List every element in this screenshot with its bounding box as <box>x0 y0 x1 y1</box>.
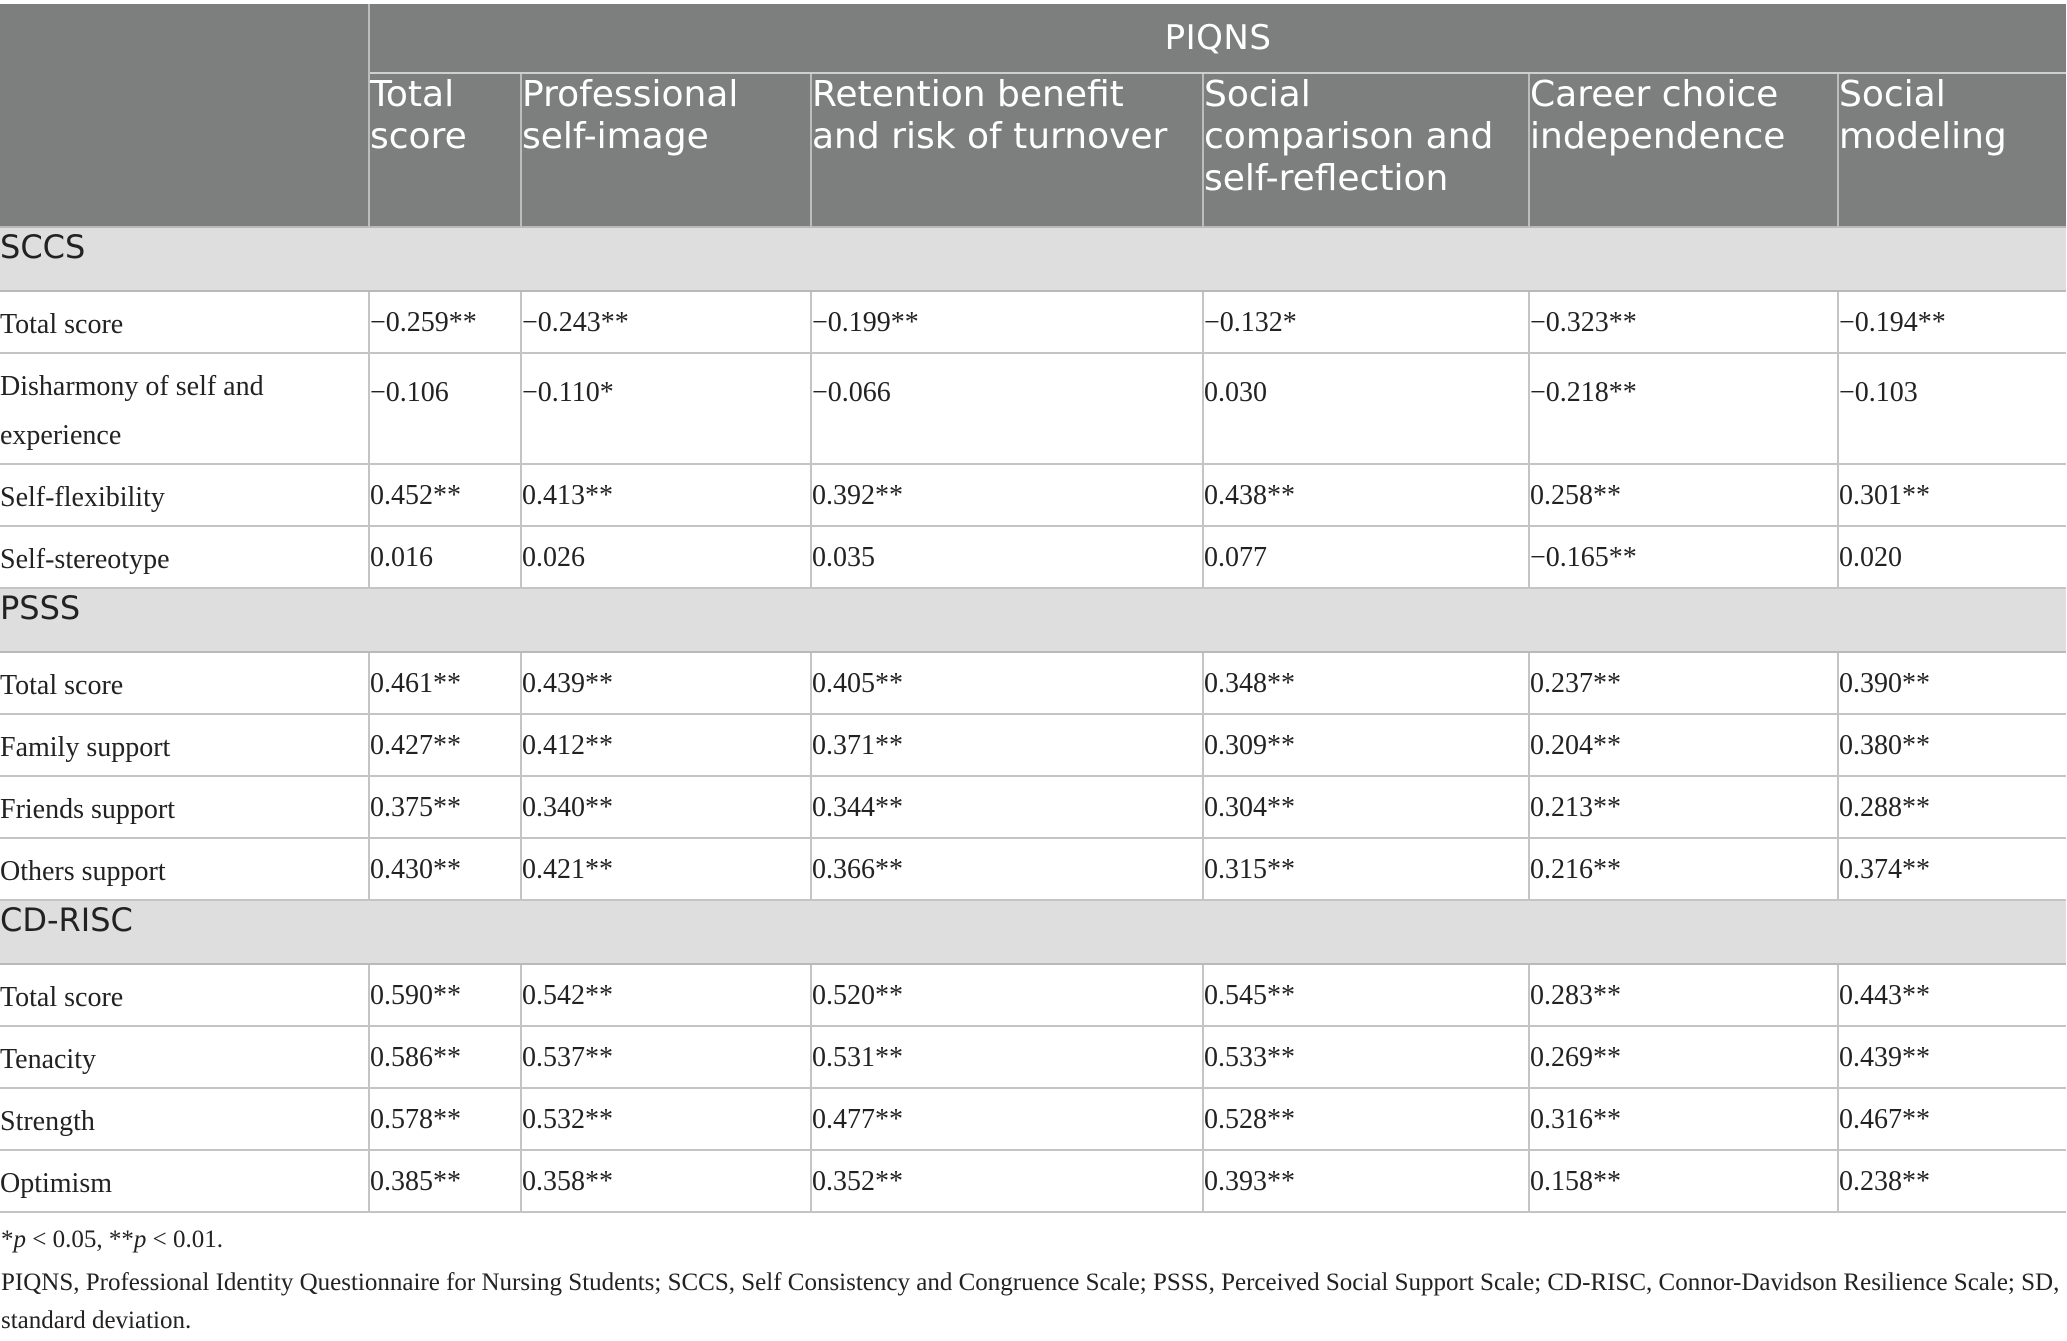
table-cell: 0.238** <box>1838 1150 2066 1212</box>
table-cell: 0.204** <box>1529 714 1838 776</box>
header-corner-cell <box>0 4 369 227</box>
table-cell: 0.016 <box>369 526 521 588</box>
table-cell: 0.020 <box>1838 526 2066 588</box>
table-row <box>0 526 2066 588</box>
header-row-top <box>0 4 2066 73</box>
correlation-table <box>0 4 2066 1213</box>
table-cell: 0.213** <box>1529 776 1838 838</box>
column-header: Career choice independence <box>1529 73 1838 227</box>
column-header: Total score <box>369 73 521 227</box>
table-cell: 0.375** <box>369 776 521 838</box>
section-label: SCCS <box>0 227 2066 291</box>
table-cell: 0.405** <box>811 652 1203 714</box>
table-cell: 0.467** <box>1838 1088 2066 1150</box>
note-text: < 0.01. <box>146 1226 223 1253</box>
row-label: Tenacity <box>0 1026 369 1088</box>
table-cell: 0.385** <box>369 1150 521 1212</box>
table-cell: −0.194** <box>1838 291 2066 353</box>
note-text: < 0.05, ** <box>26 1226 134 1253</box>
column-header: Retention benefit and risk of turnover <box>811 73 1203 227</box>
table-cell: −0.066 <box>811 353 1203 464</box>
abbreviations-note: PIQNS, Professional Identity Questionnaire for Nursing Students; SCCS, Self Consistency and Congruence Scale; PSSS, Perceived Social Support Scale; CD-RISC, Connor-Davidson Resilience Scale; SD, standard deviation. <box>1 1269 2060 1334</box>
table-row <box>0 464 2066 526</box>
table-row <box>0 776 2066 838</box>
note-text: p <box>133 1226 147 1253</box>
table-cell: 0.520** <box>811 964 1203 1026</box>
table-cell: 0.288** <box>1838 776 2066 838</box>
table-cell: −0.218** <box>1529 353 1838 464</box>
table-cell: 0.412** <box>521 714 811 776</box>
table-cell: 0.590** <box>369 964 521 1026</box>
table-cell: 0.427** <box>369 714 521 776</box>
table-cell: 0.477** <box>811 1088 1203 1150</box>
table-cell: 0.077 <box>1203 526 1529 588</box>
note-text: p <box>13 1226 26 1253</box>
table-row <box>0 714 2066 776</box>
note-text: * <box>1 1226 14 1253</box>
super-header-piqns: PIQNS <box>369 4 2066 73</box>
column-header: Professional self-image <box>521 73 811 227</box>
table-cell: 0.340** <box>521 776 811 838</box>
table-row <box>0 291 2066 353</box>
table-cell: 0.035 <box>811 526 1203 588</box>
table-cell: −0.243** <box>521 291 811 353</box>
table-cell: 0.452** <box>369 464 521 526</box>
table-cell: 0.371** <box>811 714 1203 776</box>
row-label: Self-stereotype <box>0 526 369 588</box>
table-cell: 0.586** <box>369 1026 521 1088</box>
table-cell: 0.531** <box>811 1026 1203 1088</box>
table-cell: 0.578** <box>369 1088 521 1150</box>
section-row <box>0 588 2066 652</box>
table-cell: 0.533** <box>1203 1026 1529 1088</box>
table-cell: 0.366** <box>811 838 1203 900</box>
row-label: Disharmony of self and experience <box>0 353 369 464</box>
table-cell: −0.323** <box>1529 291 1838 353</box>
table-cell: 0.542** <box>521 964 811 1026</box>
table-cell: 0.537** <box>521 1026 811 1088</box>
table-cell: 0.358** <box>521 1150 811 1212</box>
table-cell: 0.304** <box>1203 776 1529 838</box>
table-cell: 0.413** <box>521 464 811 526</box>
table-cell: 0.439** <box>521 652 811 714</box>
table-cell: −0.132* <box>1203 291 1529 353</box>
table-cell: 0.390** <box>1838 652 2066 714</box>
table-cell: 0.352** <box>811 1150 1203 1212</box>
table-cell: 0.237** <box>1529 652 1838 714</box>
table-cell: −0.106 <box>369 353 521 464</box>
table-cell: 0.545** <box>1203 964 1529 1026</box>
table-cell: 0.026 <box>521 526 811 588</box>
table-cell: 0.421** <box>521 838 811 900</box>
table-cell: 0.430** <box>369 838 521 900</box>
table-row <box>0 652 2066 714</box>
table-row <box>0 964 2066 1026</box>
table-cell: 0.216** <box>1529 838 1838 900</box>
row-label: Strength <box>0 1088 369 1150</box>
table-cell: 0.316** <box>1529 1088 1838 1150</box>
table-cell: 0.380** <box>1838 714 2066 776</box>
section-row <box>0 227 2066 291</box>
table-body <box>0 227 2066 1212</box>
table-row <box>0 1150 2066 1212</box>
row-label: Friends support <box>0 776 369 838</box>
table-cell: −0.199** <box>811 291 1203 353</box>
row-label: Total score <box>0 964 369 1026</box>
column-header: Social comparison and self-reflection <box>1203 73 1529 227</box>
table-cell: 0.301** <box>1838 464 2066 526</box>
row-label: Self-flexibility <box>0 464 369 526</box>
table-cell: −0.103 <box>1838 353 2066 464</box>
table-cell: 0.528** <box>1203 1088 1529 1150</box>
table-row <box>0 838 2066 900</box>
table-cell: 0.309** <box>1203 714 1529 776</box>
table-cell: 0.461** <box>369 652 521 714</box>
section-label: PSSS <box>0 588 2066 652</box>
table-cell: 0.438** <box>1203 464 1529 526</box>
row-label: Total score <box>0 291 369 353</box>
table-cell: 0.269** <box>1529 1026 1838 1088</box>
table-row <box>0 353 2066 464</box>
table-cell: 0.443** <box>1838 964 2066 1026</box>
column-header: Social modeling <box>1838 73 2066 227</box>
table-row <box>0 1026 2066 1088</box>
table-cell: 0.532** <box>521 1088 811 1150</box>
table-cell: 0.315** <box>1203 838 1529 900</box>
row-label: Total score <box>0 652 369 714</box>
table-cell: −0.165** <box>1529 526 1838 588</box>
row-label: Family support <box>0 714 369 776</box>
section-row <box>0 900 2066 964</box>
table-cell: 0.344** <box>811 776 1203 838</box>
table-cell: 0.158** <box>1529 1150 1838 1212</box>
row-label: Others support <box>0 838 369 900</box>
table-row <box>0 1088 2066 1150</box>
table-cell: 0.374** <box>1838 838 2066 900</box>
row-label: Optimism <box>0 1150 369 1212</box>
table-cell: 0.348** <box>1203 652 1529 714</box>
table-cell: −0.110* <box>521 353 811 464</box>
table-cell: 0.393** <box>1203 1150 1529 1212</box>
table-cell: 0.283** <box>1529 964 1838 1026</box>
table-cell: 0.258** <box>1529 464 1838 526</box>
table-cell: 0.439** <box>1838 1026 2066 1088</box>
section-label: CD-RISC <box>0 900 2066 964</box>
table-cell: 0.030 <box>1203 353 1529 464</box>
table-cell: 0.392** <box>811 464 1203 526</box>
table-cell: −0.259** <box>369 291 521 353</box>
significance-note <box>1 1226 223 1254</box>
